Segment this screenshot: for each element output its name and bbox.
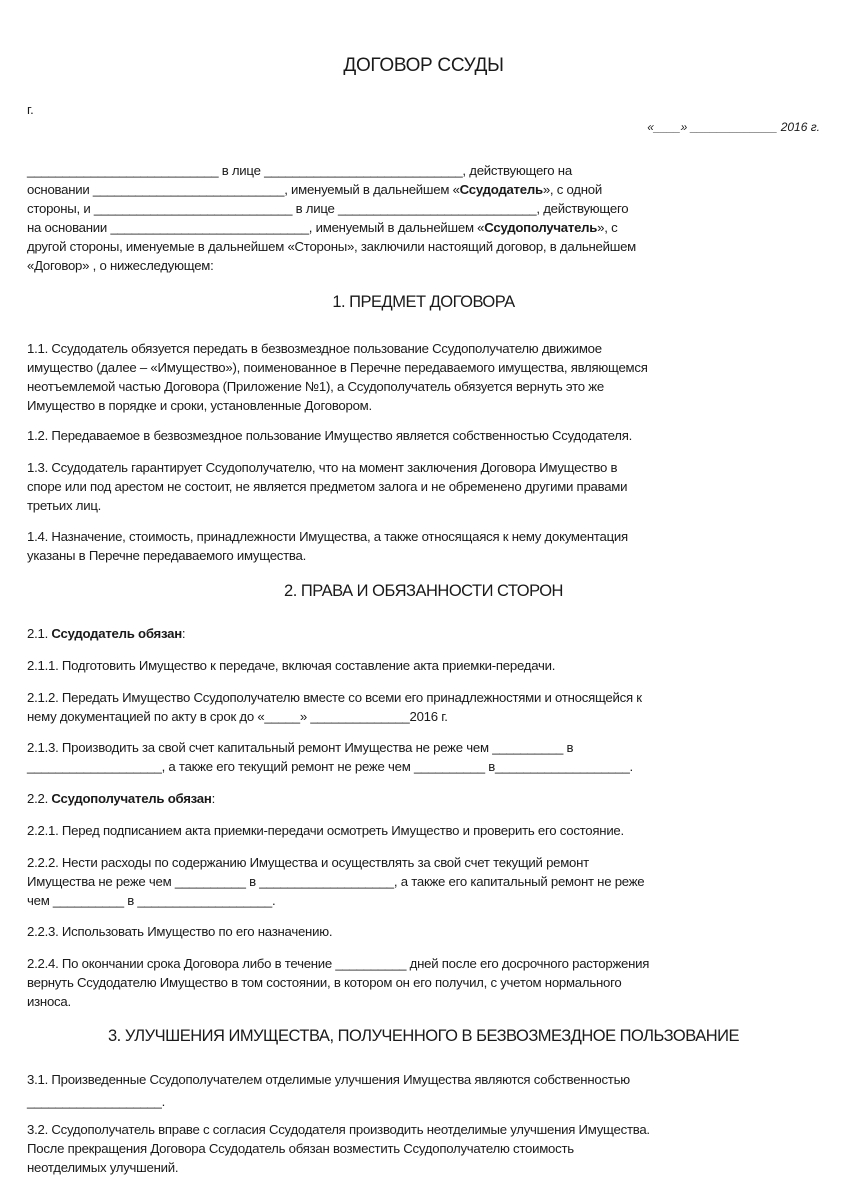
clause-line: 3.2. Ссудополучатель вправе с согласия Ссудодателя производить неотделимые улучшения Имущества. bbox=[27, 1122, 650, 1137]
clause-line: износа. bbox=[27, 994, 71, 1009]
borrower-term: Ссудополучатель bbox=[484, 220, 598, 235]
clause-line: 1.2. Передаваемое в безвозмездное пользование Имущество является собственностью Ссудодателя. bbox=[27, 428, 633, 443]
clause-line bbox=[27, 789, 822, 808]
bold-term: Ссудополучатель обязан bbox=[51, 791, 212, 806]
clause-line: нему документацией по акту в срок до «_____» ______________2016 г. bbox=[27, 709, 448, 724]
clause-line: ___________________, а также его текущий ремонт не реже чем __________ в___________________. bbox=[27, 759, 633, 774]
preamble-line bbox=[27, 180, 822, 199]
clause-2-2-4 bbox=[27, 954, 822, 1011]
text: », с одной bbox=[542, 182, 602, 197]
document-title: ДОГОВОР ССУДЫ bbox=[343, 55, 504, 76]
text: : bbox=[181, 626, 186, 641]
clause-line: 2.2.3. Использовать Имущество по его назначению. bbox=[27, 924, 333, 939]
clause-1-3 bbox=[27, 458, 822, 515]
clause-line: ___________________. bbox=[27, 1094, 166, 1109]
clause-2-2 bbox=[27, 789, 822, 808]
text: 2.1. bbox=[27, 626, 52, 641]
section-heading: 1. ПРЕДМЕТ ДОГОВОРА bbox=[332, 293, 515, 311]
clause-line: 2.1.3. Производить за свой счет капитальный ремонт Имущества не реже чем __________ в bbox=[27, 740, 574, 755]
clause-line: 2.2.4. По окончании срока Договора либо в течение __________ дней после его досрочного расторжения bbox=[27, 956, 650, 971]
preamble-line: стороны, и ____________________________ в лице ____________________________, действующего bbox=[27, 201, 629, 216]
clause-line: неотъемлемой частью Договора (Приложение №1), а Ссудополучатель обязуется вернуть это же bbox=[27, 379, 604, 394]
clause-line: 2.1.1. Подготовить Имущество к передаче, включая составление акта приемки-передачи. bbox=[27, 658, 556, 673]
clause-line: 1.3. Ссудодатель гарантирует Ссудополучателю, что на момент заключения Договора Имущество в bbox=[27, 460, 618, 475]
clause-3-2 bbox=[27, 1120, 822, 1177]
clause-2-1-3 bbox=[27, 738, 822, 776]
clause-2-1-2 bbox=[27, 688, 822, 726]
clause-line: вернуть Ссудодателю Имущество в том состоянии, в котором он его получил, с учетом нормального bbox=[27, 975, 622, 990]
preamble-line: другой стороны, именуемые в дальнейшем «Стороны», заключили настоящий договор, в дальнейшем bbox=[27, 239, 636, 254]
clause-line: указаны в Перечне передаваемого имущества. bbox=[27, 548, 307, 563]
clause-line: третьих лиц. bbox=[27, 498, 102, 513]
clause-line bbox=[27, 624, 822, 643]
clause-line: После прекращения Договора Ссудодатель обязан возместить Ссудополучателю стоимость bbox=[27, 1141, 574, 1156]
clause-1-2 bbox=[27, 426, 822, 445]
clause-1-1 bbox=[27, 339, 822, 415]
text: 2.2. bbox=[27, 791, 52, 806]
clause-line: 1.1. Ссудодатель обязуется передать в безвозмездное пользование Ссудополучателю движимое bbox=[27, 341, 602, 356]
section-heading: 3. УЛУЧШЕНИЯ ИМУЩЕСТВА, ПОЛУЧЕННОГО В БЕЗВОЗМЕЗДНОЕ ПОЛЬЗОВАНИЕ bbox=[107, 1027, 740, 1045]
clause-line: Имущество в порядке и сроки, установленные Договором. bbox=[27, 398, 372, 413]
clause-2-1-1 bbox=[27, 656, 822, 675]
preamble-line: ___________________________ в лице ____________________________, действующего на bbox=[27, 163, 572, 178]
preamble-line: «Договор» , о нижеследующем: bbox=[27, 258, 214, 273]
clause-line: 2.1.2. Передать Имущество Ссудополучателю вместе со всеми его принадлежностями и относящейся к bbox=[27, 690, 642, 705]
clause-1-4 bbox=[27, 527, 822, 565]
clause-line: чем __________ в ___________________. bbox=[27, 893, 276, 908]
clause-line: 2.2.2. Нести расходы по содержанию Имущества и осуществлять за свой счет текущий ремонт bbox=[27, 855, 589, 870]
date-field: «____» _____________ 2016 г. bbox=[647, 120, 820, 134]
text: : bbox=[211, 791, 216, 806]
preamble bbox=[27, 161, 822, 275]
clause-2-2-1 bbox=[27, 821, 822, 840]
text: на основании ____________________________, именуемый в дальнейшем « bbox=[27, 220, 485, 235]
clause-line: 2.2.1. Перед подписанием акта приемки-передачи осмотреть Имущество и проверить его состояние. bbox=[27, 823, 624, 838]
city-field: г. bbox=[27, 102, 34, 117]
section-2-heading-wrap bbox=[0, 582, 847, 601]
bold-term: Ссудодатель обязан bbox=[51, 626, 182, 641]
clause-line: 1.4. Назначение, стоимость, принадлежности Имущества, а также относящаяся к нему документация bbox=[27, 529, 628, 544]
section-heading: 2. ПРАВА И ОБЯЗАННОСТИ СТОРОН bbox=[284, 582, 563, 600]
clause-2-2-2 bbox=[27, 853, 822, 910]
clause-line: споре или под арестом не состоит, не является предметом залога и не обременено другими правами bbox=[27, 479, 628, 494]
text: основании ___________________________, именуемый в дальнейшем « bbox=[27, 182, 460, 197]
text: », с bbox=[597, 220, 618, 235]
lender-term: Ссудодатель bbox=[459, 182, 543, 197]
section-1-heading-wrap bbox=[0, 293, 847, 312]
clause-line: Имущества не реже чем __________ в ___________________, а также его капитальный ремонт не реже bbox=[27, 874, 645, 889]
clause-2-1 bbox=[27, 624, 822, 643]
preamble-line bbox=[27, 218, 822, 237]
clause-2-2-3 bbox=[27, 922, 822, 941]
section-3-heading-wrap bbox=[0, 1027, 847, 1046]
clause-line: 3.1. Произведенные Ссудополучателем отделимые улучшения Имущества являются собственностью bbox=[27, 1072, 630, 1087]
clause-3-1 bbox=[27, 1070, 822, 1111]
clause-line: неотделимых улучшений. bbox=[27, 1160, 179, 1175]
clause-line: имущество (далее – «Имущество»), поименованное в Перечне передаваемого имущества, являющемся bbox=[27, 360, 648, 375]
